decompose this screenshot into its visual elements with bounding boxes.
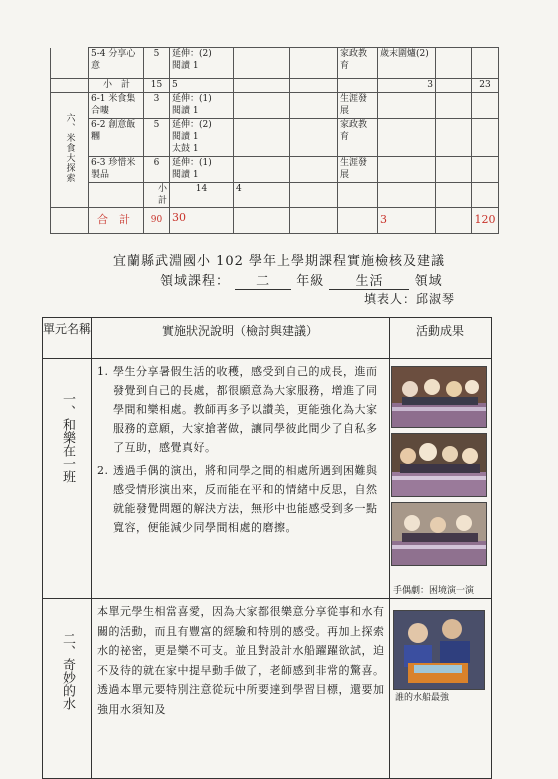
subtotal-label: 小 計	[144, 183, 170, 208]
divider	[43, 598, 491, 599]
filler-name: 填表人：邱淑琴	[364, 292, 456, 306]
unit6-label: 六、米食大探索	[64, 113, 75, 183]
header-result: 活動成果	[415, 324, 464, 338]
total-row: 合 計 90 30 3 120	[51, 208, 499, 234]
divider	[43, 358, 491, 359]
divider	[389, 318, 390, 778]
unit2-description: 本單元學生相當喜愛，因為大家都很樂意分享從事和水有關的活動，而且有豐富的經驗和特別的感受。再加上探索水的祕密，更是樂不可支。並且對設計水船躍躍欲試，迫不及待的就在家中提早動手做了，老師感到非常的驚喜。透過本單元要特別注意從玩中所要達到學習目標，還要加強用水須知及	[97, 605, 385, 716]
unit1-name: 一、和樂在一班	[60, 391, 75, 483]
grade-value: 二	[235, 270, 291, 290]
header-unit: 單元名稱	[43, 322, 92, 336]
table-row: 6-2 創意飯糰 5 延伸：(2) 閱讀 1 太鼓 1 家政教育	[51, 119, 499, 157]
domain-line: 領域課程： 二 年級 生活 領域	[160, 270, 443, 290]
list-item: 1. 學生分享暑假生活的收穫，感受到自己的成長，進而發覺到自己的長處，都很願意為大家服務，增進了同學間和樂相處。教師再多予以讚美，更能強化為大家服務的意願，大家搶著做，讓同學彼此間少了自私多了互助，感覺真好。	[97, 365, 378, 454]
puppet-photo-1	[391, 366, 487, 428]
subtotal-label: 小 計	[89, 79, 144, 93]
divider	[91, 318, 92, 778]
unit-name-cell: 5-4 分享心意	[89, 48, 144, 79]
table-row: 6-3 珍惜米製品 6 延伸：(1) 閱讀 1 生涯發展	[51, 157, 499, 183]
puppet-photo-2	[391, 433, 487, 497]
puppet-photo-3	[391, 502, 487, 566]
table-row: 六、米食大探索 6-1 米食集合嘍 3 延伸：(1) 閱讀 1 生涯發展	[51, 93, 499, 119]
page-title: 宜蘭縣武淵國小 102 學年上學期課程實施檢核及建議	[112, 254, 446, 269]
implementation-table	[42, 317, 492, 779]
photo-caption-2: 誰的水船最強	[395, 693, 450, 703]
unit1-description	[97, 362, 387, 541]
photo-caption-1: 手偶劇：困境演一演	[393, 586, 475, 596]
unit2-name: 二、奇妙的水	[60, 632, 75, 710]
course-hours-table	[50, 47, 499, 234]
table-row: 小 計 15 5 3 23	[51, 79, 499, 93]
total-label: 合 計	[89, 208, 144, 234]
subject-value: 生活	[329, 270, 409, 290]
water-boat-photo	[393, 610, 485, 690]
table-row: 5-4 分享心意 5 延伸：(2) 閱讀 1 家政教育 歲末圍爐(2)	[51, 48, 499, 79]
table-row: 小 計 14 4	[51, 183, 499, 208]
header-desc: 實施狀況說明（檢討與建議）	[161, 324, 318, 338]
list-item: 2. 透過手偶的演出，將和同學之間的相處所遇到困難與感受情形演出來，反而能在平和的情緒中反思，自然就能發覺問題的解決方法，無形中也能感受到多一點寬容，便能減少同學間相處的磨擦。	[97, 464, 378, 534]
